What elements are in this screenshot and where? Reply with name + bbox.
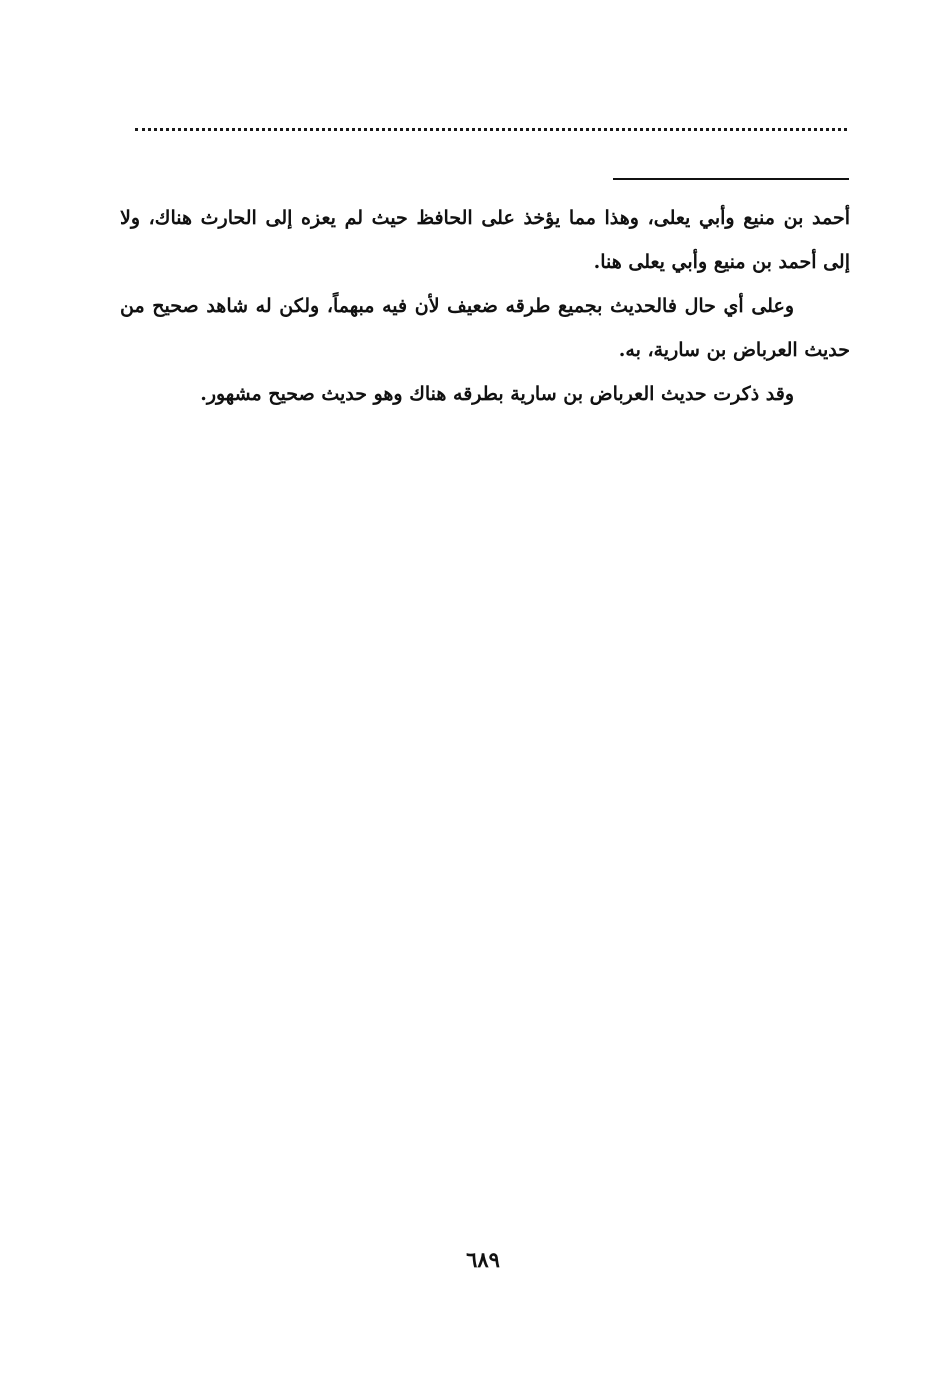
paragraph-1: أحمد بن منيع وأبي يعلى، وهذا مما يؤخذ على الحافظ حيث لم يعزه إلى الحارث هناك، ولا إلى أحمد بن منيع وأبي يعلى هنا. [120, 207, 850, 273]
page-number: ٦٨٩ [466, 1247, 500, 1272]
footnote-separator-line [613, 178, 849, 180]
body-text [120, 196, 850, 416]
paragraph-3: وقد ذكرت حديث العرباض بن سارية بطرقه هناك وهو حديث صحيح مشهور. [200, 383, 794, 405]
dotted-separator [135, 128, 847, 131]
paragraph-2: وعلى أي حال فالحديث بجميع طرقه ضعيف لأن فيه مبهماً، ولكن له شاهد صحيح من حديث العرباض بن سارية، به. [120, 295, 850, 361]
